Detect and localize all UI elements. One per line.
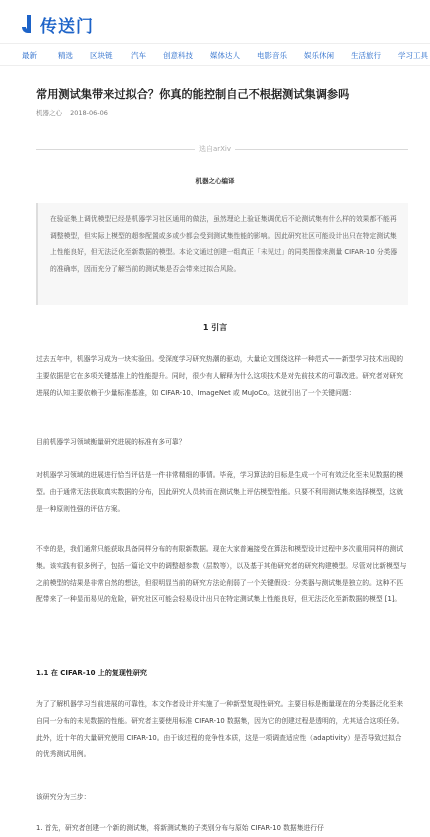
- article-meta: [36, 108, 114, 117]
- nav-item-featured[interactable]: 精选: [58, 51, 73, 60]
- question-paragraph: 目前机器学习领域衡量研究进展的标准有多可靠？: [36, 438, 186, 446]
- category-nav: [0, 44, 430, 66]
- article-title: 常用测试集带来过拟合？你真的能控制自己不根据测试集调参吗: [36, 88, 350, 101]
- subsection-heading: 1.1 在 CIFAR-10 上的复现性研究: [36, 669, 147, 677]
- paragraph: 对机器学习领域的进展进行恰当评估是一件非常精细的事情。毕竟，学习算法的目标是生成一个可有效泛化至未见数据的模型。由于通常无法获取真实数据的分布，因此研究人员转而在测试集上评估模型性能。只要不利用测试集来选择模型，这就是一种原则性强的评估方案。: [36, 471, 404, 513]
- nav-item-entertainment[interactable]: 娱乐休闲: [304, 51, 334, 60]
- paragraph: 该研究分为三步：: [36, 793, 91, 801]
- nav-item-cars[interactable]: 汽车: [131, 51, 146, 60]
- nav-item-blockchain[interactable]: 区块链: [90, 51, 113, 60]
- nav-item-creative-tech[interactable]: 创意科技: [163, 51, 193, 60]
- section-heading: 1 引言: [202, 323, 228, 332]
- site-header: [0, 0, 430, 44]
- nav-item-media[interactable]: 媒体达人: [210, 51, 240, 60]
- nav-item-study-tools[interactable]: 学习工具: [398, 51, 428, 60]
- article-origin: [0, 144, 430, 154]
- nav-item-latest[interactable]: 最新: [22, 51, 37, 60]
- article-date: 2018-06-06: [70, 109, 108, 117]
- article-origin-text: 选自arXiv: [195, 145, 235, 153]
- nav-item-life-travel[interactable]: 生活旅行: [351, 51, 381, 60]
- paragraph: 过去五年中，机器学习成为一块实验田。受深度学习研究热潮的驱动，大量论文围绕这样一种范式——新型学习技术出现的主要依据是它在多项关键基准上的性能提升。同时，很少有人解释为什么这项技术是对先前技术的可靠改进。研究者对研究进展的认知主要依赖于少量标准基准，如 CIFAR-10、ImageNet 或 MuJoCo。这就引出了一个关键问题：: [36, 355, 404, 397]
- paragraph: 不幸的是，我们通常只能获取具备同样分布的有限新数据。现在大家普遍接受在算法和模型设计过程中多次重用同样的测试集。该实践有很多例子，包括一篇论文中的调整超参数（层数等），以及基于其他研究者的研究构建模型。尽管对比新模型与之前模型的结果是非常自然的想法，但很明显当前的研究方法论削弱了一个关键假设：分类器与测试集是独立的。这种不匹配带来了一种显而易见的危险，研究社区可能会轻易设计出只在特定测试集上性能良好，但无法泛化至新数据的模型 [1]。: [36, 545, 407, 604]
- article-editor: 机器之心编译: [195, 177, 235, 185]
- nav-item-movies-music[interactable]: 电影音乐: [257, 51, 287, 60]
- logo-icon: [22, 15, 36, 35]
- site-logo[interactable]: [22, 12, 94, 37]
- article-abstract: 在验证集上调优模型已经是机器学习社区通用的做法，虽然理论上验证集调优后不论测试集有什么样的效果都不能再调整模型，但实际上模型的超参配置或多或少都会受到测试集性能的影响。因此研究社区可能设计出只在特定测试集上性能良好，但无法泛化至新数据的模型。本论文通过创建一组真正「未见过」的同类图像来测量 CIFAR-10 分类器的准确率，因而充分了解当前的测试集是否会带来过拟合风险。: [36, 203, 408, 305]
- article-source[interactable]: 机器之心: [36, 109, 62, 117]
- paragraph: 为了了解机器学习当前进展的可靠性，本文作者设计并实施了一种新型复现性研究。主要目标是衡量现在的分类器泛化至来自同一分布的未见数据的性能。研究者主要使用标准 CIFAR-10 数据集，因为它的创建过程是透明的，尤其适合这项任务。此外，近十年的大量研究使用 CIFAR-10。由于该过程的竞争性本质，这是一项调查适应性（adaptivity）是否导致过拟合的优秀测试用例。: [36, 700, 404, 759]
- logo-text: 传送门: [40, 17, 94, 37]
- paragraph: 1. 首先，研究者创建一个新的测试集，将新测试集的子类别分布与原始 CIFAR-10 数据集进行仔: [36, 824, 324, 832]
